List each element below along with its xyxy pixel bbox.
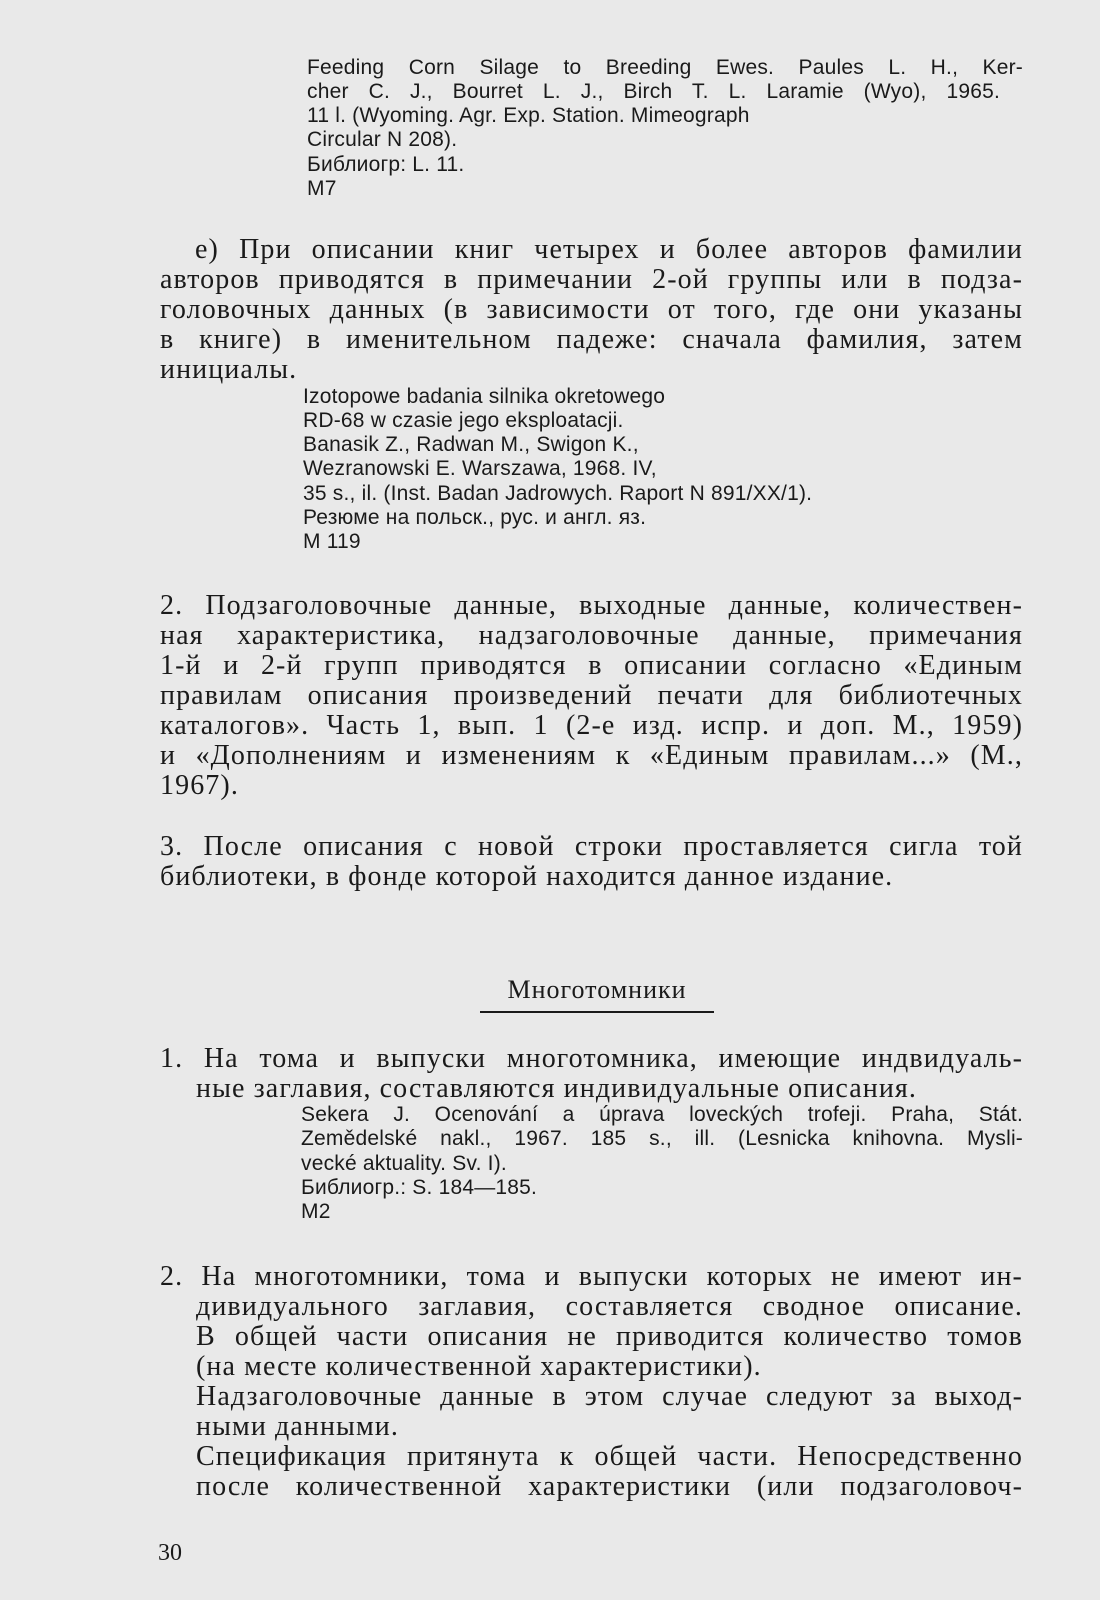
citation-line: M2: [301, 1200, 331, 1223]
paragraph-line: каталогов». Часть 1, вып. 1 (2-е изд. испр. и доп. М., 1959): [160, 710, 1023, 741]
paragraph-line: ная характеристика, надзаголовочные данные, примечания: [160, 620, 1023, 651]
paragraph-line: 1967).: [160, 770, 239, 801]
paragraph-line: Спецификация притянута к общей части. Непосредственно: [196, 1441, 1023, 1472]
page-number: 30: [158, 1540, 182, 1566]
citation-line: Zemědelské nakl., 1967. 185 s., ill. (Lesnicka knihovna. Mysli-: [301, 1127, 1023, 1150]
paragraph-line: авторов приводятся в примечании 2-ой группы или в подза-: [160, 264, 1023, 295]
paragraph-line: Надзаголовочные данные в этом случае следуют за выход-: [196, 1381, 1023, 1412]
citation-line: Библиогр.: S. 184—185.: [301, 1176, 538, 1199]
paragraph-line: (на месте количественной характеристики).: [196, 1351, 762, 1382]
citation-line: Circular N 208).: [307, 128, 458, 151]
paragraph-line: ными данными.: [196, 1411, 399, 1442]
citation-line: M7: [307, 177, 337, 200]
paragraph-line: библиотеки, в фонде которой находится данное издание.: [160, 861, 894, 892]
citation-line: Izotopowe badania silnika okretowego: [303, 385, 666, 408]
citation-line: 35 s., il. (Inst. Badan Jadrowych. Raport N 891/XX/1).: [303, 482, 813, 505]
paragraph-line: 3. После описания с новой строки проставляется сигла той: [160, 831, 1023, 862]
citation-line: RD-68 w czasie jego eksploatacji.: [303, 409, 624, 432]
paragraph-line: головочных данных (в зависимости от того, где они указаны: [160, 294, 1023, 325]
paragraph-line: е) При описании книг четырех и более авторов фамилии: [195, 234, 1023, 265]
paragraph-line: и «Дополнениям и изменениям к «Единым правилам...» (М.,: [160, 740, 1023, 771]
paragraph-line: 1. На тома и выпуски многотомника, имеющие индвидуаль-: [160, 1043, 1023, 1074]
citation-line: Библиогр: L. 11.: [307, 153, 465, 176]
citation-line: cher C. J., Bourret L. J., Birch T. L. Laramie (Wyo), 1965.: [307, 80, 1000, 103]
citation-line: Резюме на польск., рус. и англ. яз.: [303, 506, 647, 529]
paragraph-line: инициалы.: [160, 354, 298, 385]
citation-line: M 119: [303, 530, 361, 553]
citation-line: 11 l. (Wyoming. Agr. Exp. Station. Mimeograph: [307, 104, 750, 127]
citation-line: Sekera J. Ocenování a úprava loveckých trofeji. Praha, Stát.: [301, 1103, 1023, 1126]
paragraph-line: в книге) в именительном падеже: сначала фамилия, затем: [160, 324, 1023, 355]
paragraph-line: 1-й и 2-й групп приводятся в описании согласно «Единым: [160, 650, 1023, 681]
citation-line: Wezranowski E. Warszawa, 1968. IV,: [303, 457, 657, 480]
paragraph-line: ные заглавия, составляются индивидуальные описания.: [196, 1073, 917, 1104]
paragraph-line: 2. На многотомники, тома и выпуски которых не имеют ин-: [160, 1261, 1023, 1292]
citation-line: vecké aktuality. Sv. I).: [301, 1152, 507, 1175]
paragraph-line: дивидуального заглавия, составляется сводное описание.: [196, 1291, 1023, 1322]
citation-line: Banasik Z., Radwan M., Swigon K.,: [303, 433, 639, 456]
paragraph-line: правилам описания произведений печати для библиотечных: [160, 680, 1023, 711]
section-heading: Многотомники: [480, 975, 714, 1013]
paragraph-line: после количественной характеристики (или подзаголовоч-: [196, 1471, 1023, 1502]
paragraph-line: В общей части описания не приводится количество томов: [196, 1321, 1023, 1352]
citation-line: Feeding Corn Silage to Breeding Ewes. Paules L. H., Ker-: [307, 56, 1023, 79]
paragraph-line: 2. Подзаголовочные данные, выходные данные, количествен-: [160, 590, 1023, 621]
